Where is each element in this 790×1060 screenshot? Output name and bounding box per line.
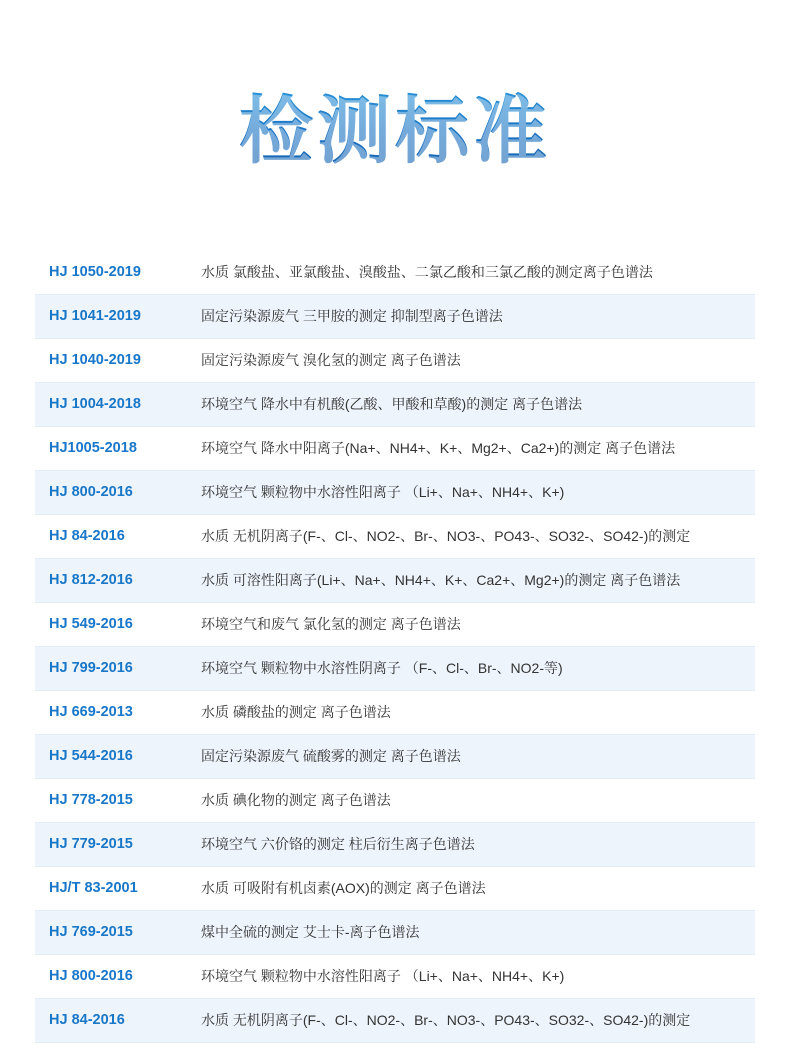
standard-name: 水质 氯酸盐、亚氯酸盐、溴酸盐、二氯乙酸和三氯乙酸的测定离子色谱法 bbox=[201, 250, 755, 294]
standard-code: HJ 669-2013 bbox=[35, 690, 201, 734]
standard-name: 水质 可吸附有机卤素(AOX)的测定 离子色谱法 bbox=[201, 866, 755, 910]
standard-name: 环境空气 颗粒物中水溶性阴离子 （F-、Cl-、Br-、NO2-等) bbox=[201, 646, 755, 690]
table-row bbox=[35, 778, 755, 822]
standard-name: 水质 无机阴离子(F-、Cl-、NO2-、Br-、NO3-、PO43-、SO32-、SO42-)的测定 bbox=[201, 998, 755, 1042]
table-row bbox=[35, 514, 755, 558]
standard-code: HJ 799-2016 bbox=[35, 646, 201, 690]
standard-name: 环境空气 颗粒物中水溶性阳离子 （Li+、Na+、NH4+、K+) bbox=[201, 470, 755, 514]
table-row bbox=[35, 822, 755, 866]
standard-name: 固定污染源废气 硫酸雾的测定 离子色谱法 bbox=[201, 734, 755, 778]
standard-code: HJ 812-2016 bbox=[35, 558, 201, 602]
table-row bbox=[35, 998, 755, 1042]
table-row bbox=[35, 426, 755, 470]
standard-code: HJ 1041-2019 bbox=[35, 294, 201, 338]
standard-name: 煤中全硫的测定 艾士卡-离子色谱法 bbox=[201, 910, 755, 954]
standards-table-body bbox=[35, 250, 755, 1042]
table-row bbox=[35, 690, 755, 734]
standard-code: HJ 800-2016 bbox=[35, 470, 201, 514]
page-title: 检测标准 bbox=[239, 72, 551, 178]
standard-name: 环境空气 降水中阳离子(Na+、NH4+、K+、Mg2+、Ca2+)的测定 离子色谱法 bbox=[201, 426, 755, 470]
standard-code: HJ 84-2016 bbox=[35, 514, 201, 558]
standard-name: 水质 可溶性阳离子(Li+、Na+、NH4+、K+、Ca2+、Mg2+)的测定 离子色谱法 bbox=[201, 558, 755, 602]
standard-code: HJ 1004-2018 bbox=[35, 382, 201, 426]
table-row bbox=[35, 602, 755, 646]
standard-name: 环境空气 颗粒物中水溶性阳离子 （Li+、Na+、NH4+、K+) bbox=[201, 954, 755, 998]
table-row bbox=[35, 734, 755, 778]
standard-name: 环境空气 降水中有机酸(乙酸、甲酸和草酸)的测定 离子色谱法 bbox=[201, 382, 755, 426]
standard-code: HJ 84-2016 bbox=[35, 998, 201, 1042]
standard-name: 固定污染源废气 三甲胺的测定 抑制型离子色谱法 bbox=[201, 294, 755, 338]
standard-code: HJ/T 83-2001 bbox=[35, 866, 201, 910]
standards-table bbox=[35, 250, 755, 1043]
standard-name: 环境空气和废气 氯化氢的测定 离子色谱法 bbox=[201, 602, 755, 646]
table-row bbox=[35, 646, 755, 690]
table-row bbox=[35, 954, 755, 998]
standard-code: HJ 1050-2019 bbox=[35, 250, 201, 294]
page-title-area bbox=[0, 0, 790, 250]
table-row bbox=[35, 338, 755, 382]
standard-code: HJ 1040-2019 bbox=[35, 338, 201, 382]
standard-name: 水质 无机阴离子(F-、Cl-、NO2-、Br-、NO3-、PO43-、SO32-、SO42-)的测定 bbox=[201, 514, 755, 558]
standard-name: 水质 磷酸盐的测定 离子色谱法 bbox=[201, 690, 755, 734]
table-row bbox=[35, 470, 755, 514]
table-row bbox=[35, 250, 755, 294]
standard-code: HJ 778-2015 bbox=[35, 778, 201, 822]
table-row bbox=[35, 558, 755, 602]
standard-name: 环境空气 六价铬的测定 柱后衍生离子色谱法 bbox=[201, 822, 755, 866]
standard-code: HJ1005-2018 bbox=[35, 426, 201, 470]
table-row bbox=[35, 910, 755, 954]
table-row bbox=[35, 866, 755, 910]
standard-code: HJ 769-2015 bbox=[35, 910, 201, 954]
standard-name: 水质 碘化物的测定 离子色谱法 bbox=[201, 778, 755, 822]
table-row bbox=[35, 382, 755, 426]
standard-code: HJ 779-2015 bbox=[35, 822, 201, 866]
standard-code: HJ 544-2016 bbox=[35, 734, 201, 778]
standard-name: 固定污染源废气 溴化氢的测定 离子色谱法 bbox=[201, 338, 755, 382]
standard-code: HJ 800-2016 bbox=[35, 954, 201, 998]
standard-code: HJ 549-2016 bbox=[35, 602, 201, 646]
table-row bbox=[35, 294, 755, 338]
